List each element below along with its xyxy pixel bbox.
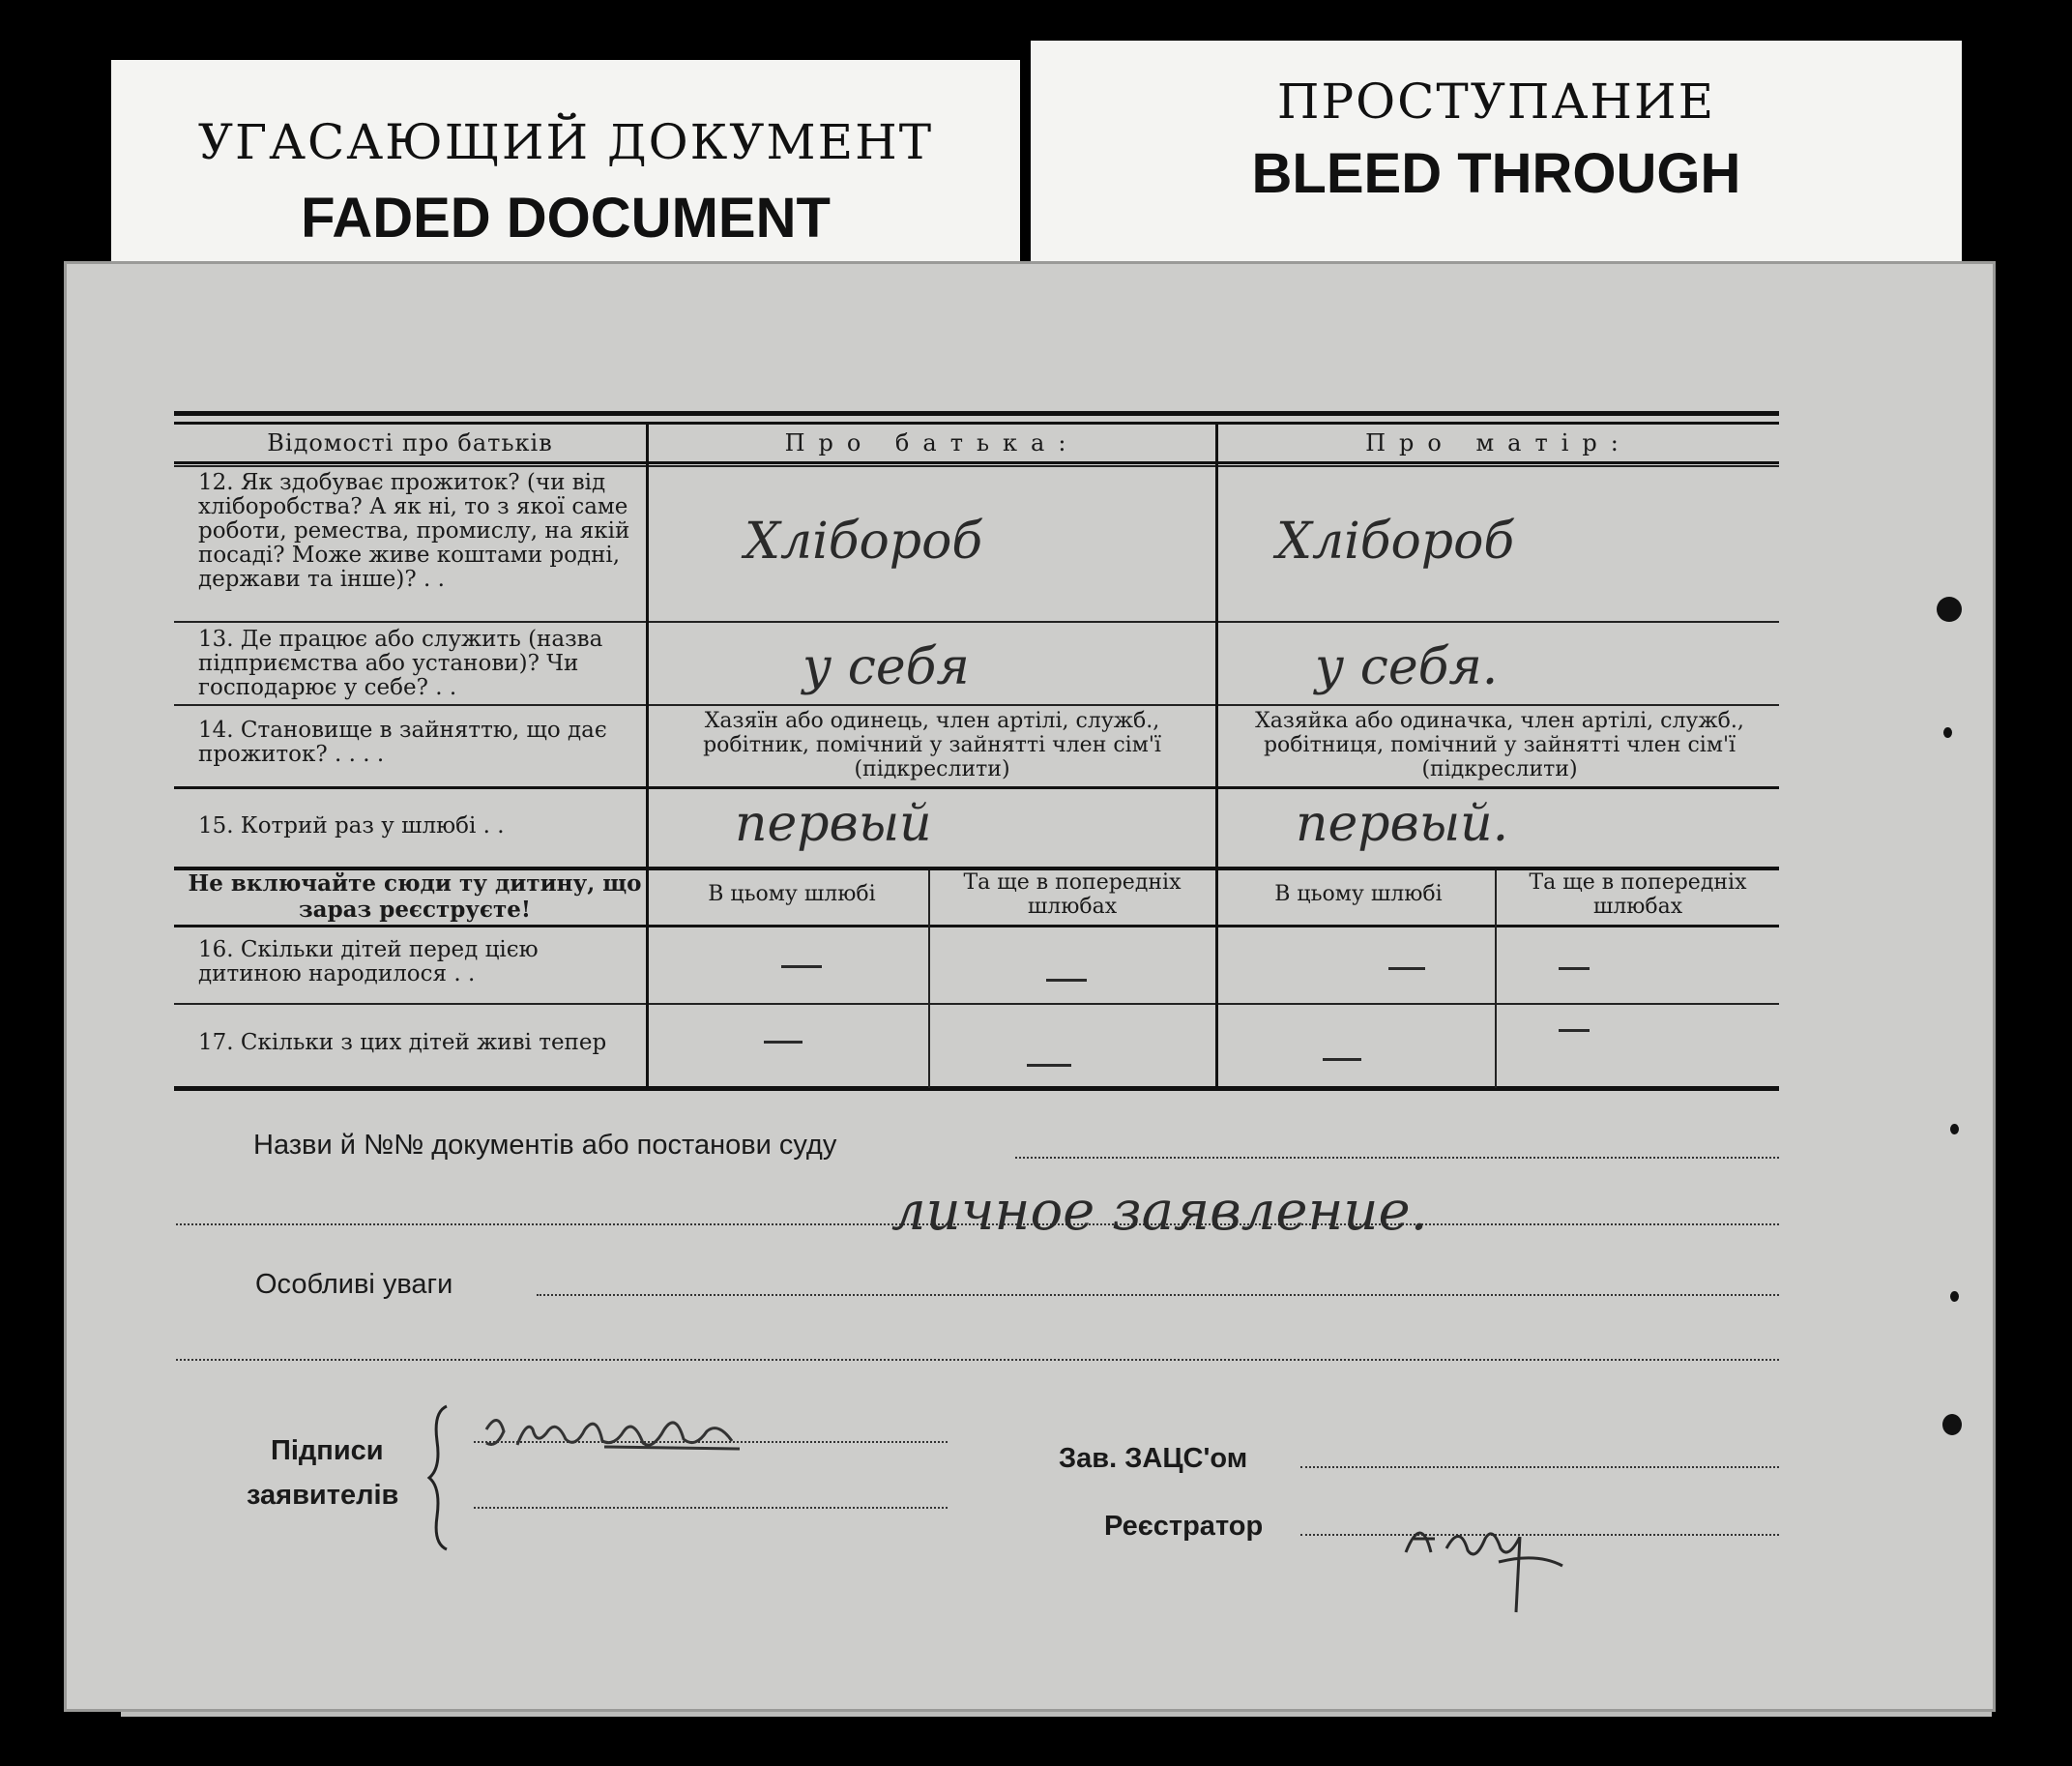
remarks-line-1 — [537, 1294, 1779, 1296]
q16-father-prev-dash — [1046, 979, 1087, 982]
signature-line-2 — [474, 1507, 948, 1509]
punch-hole — [1937, 597, 1962, 622]
head-signature-line — [1300, 1466, 1779, 1468]
question-12: 12. Як здобуває прожиток? (чи від хліборобства? А як ні, то з якої саме роботи, ремества, промислу, на якій посаді? Може живе коштами родні, держави та інше)? . . — [198, 470, 630, 592]
punch-hole — [1950, 1124, 1959, 1134]
q16-mother-this-dash — [1388, 967, 1425, 970]
head-of-registry-label: Зав. ЗАЦС'ом — [1059, 1443, 1248, 1474]
documents-label: Назви й №№ документів або постанови суду — [253, 1130, 837, 1161]
q13-father-answer: у себя — [803, 638, 970, 696]
header-parents-info: Відомості про батьків — [267, 429, 553, 456]
question-16: 16. Скільки дітей перед цією дитиною народилося . . — [198, 937, 539, 986]
q17-mother-prev-dash — [1559, 1029, 1590, 1032]
question-15: 15. Котрий раз у шлюбі . . — [198, 813, 505, 839]
registrar-label: Реєстратор — [1104, 1511, 1264, 1542]
father-prev-marriages-header: Та ще в попередніх шлюбах — [963, 870, 1182, 919]
header-about-mother: Про матір: — [1365, 429, 1632, 456]
bleed-label-russian: ПРОСТУПАНИЕ — [1276, 74, 1716, 130]
remarks-label: Особливі уваги — [255, 1269, 453, 1300]
documents-value: личное заявление. — [891, 1180, 1428, 1243]
father-this-marriage-header: В цьому шлюбі — [708, 882, 876, 906]
q15-father-answer: первый — [735, 795, 932, 853]
q14-father-options: Хазяїн або одинець, член артілі, служб., робітник, помічний у зайнятті член сім'ї (підкреслити) — [703, 709, 1161, 781]
children-note: Не включайте сюди ту дитину, що зараз реєструєте! — [188, 870, 642, 923]
question-14: 14. Становище в зайняттю, що дає прожиток? . . . . — [198, 718, 607, 767]
question-17: 17. Скільки з цих дітей живі тепер — [198, 1030, 607, 1055]
faded-label-russian: УГАСАЮЩИЙ ДОКУМЕНТ — [197, 114, 934, 170]
q17-father-this-dash — [764, 1041, 803, 1044]
q15-mother-answer: первый. — [1296, 795, 1509, 853]
documents-line-1 — [1015, 1157, 1779, 1159]
signatures-label-1: Підписи — [271, 1435, 384, 1466]
signatures-label-2: заявителів — [247, 1480, 399, 1511]
q13-mother-answer: у себя. — [1315, 638, 1499, 696]
faded-document-label — [111, 60, 1020, 275]
punch-hole — [1950, 1291, 1959, 1302]
q16-mother-prev-dash — [1559, 967, 1590, 970]
bleed-label-english: BLEED THROUGH — [1251, 142, 1741, 205]
header-about-father: Про батька: — [784, 429, 1080, 456]
mother-prev-marriages-header: Та ще в попередніх шлюбах — [1529, 870, 1747, 919]
q17-father-prev-dash — [1027, 1064, 1071, 1067]
punch-hole — [1942, 1414, 1962, 1435]
punch-hole — [1943, 727, 1952, 738]
q16-father-this-dash — [781, 965, 822, 968]
brace-icon — [425, 1402, 454, 1552]
faded-label-english: FADED DOCUMENT — [301, 187, 831, 250]
q12-mother-answer: Хлібороб — [1276, 513, 1515, 571]
registrar-signature — [1392, 1504, 1576, 1620]
remarks-line-2 — [176, 1359, 1779, 1361]
q12-father-answer: Хлібороб — [744, 513, 983, 571]
q14-mother-options: Хазяйка або одиначка, член артілі, служб., робітниця, помічний у зайнятті член сім'ї (підкреслити) — [1255, 709, 1744, 781]
question-13: 13. Де працює або служить (назва підприємства або установи)? Чи господарює у себе? . . — [198, 627, 603, 700]
bleed-through-label — [1031, 41, 1962, 263]
mother-this-marriage-header: В цьому шлюбі — [1274, 882, 1443, 906]
q17-mother-this-dash — [1323, 1058, 1361, 1061]
applicant-signature — [479, 1400, 759, 1468]
